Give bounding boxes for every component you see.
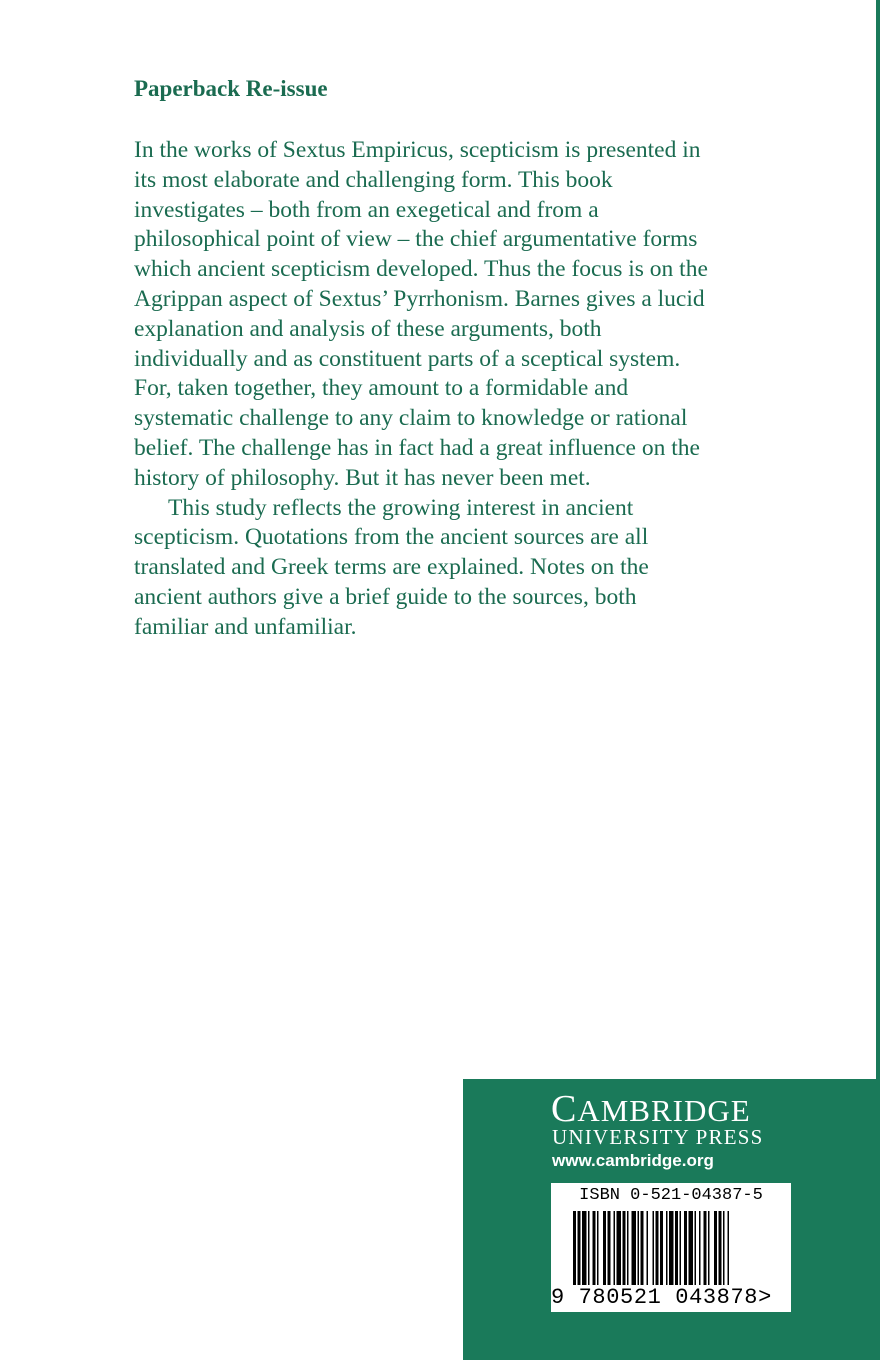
barcode-bar	[641, 1211, 644, 1285]
blurb-line: which ancient scepticism developed. Thus the focus is on the	[134, 256, 708, 283]
barcode-bar	[708, 1211, 710, 1285]
barcode-bar	[623, 1211, 626, 1285]
barcode-bar	[578, 1211, 581, 1285]
barcode-bar	[695, 1211, 697, 1285]
publisher-panel	[463, 1079, 880, 1360]
barcode-bar	[704, 1211, 707, 1285]
publisher-initial: C	[551, 1088, 578, 1130]
barcode-bar	[660, 1211, 663, 1285]
ean-number	[551, 1285, 791, 1310]
barcode-bar	[728, 1211, 730, 1285]
blurb-line: translated and Greek terms are explained. Notes on the	[134, 554, 649, 581]
barcode-bars	[573, 1211, 773, 1285]
blurb-line: For, taken together, they amount to a formidable and	[134, 375, 629, 402]
barcode-box	[551, 1183, 791, 1312]
blurb-line: philosophical point of view – the chief argumentative forms	[134, 226, 698, 253]
barcode-bar	[617, 1211, 622, 1285]
barcode-bar	[614, 1211, 616, 1285]
blurb-line: scepticism. Quotations from the ancient sources are all	[134, 524, 649, 551]
barcode-bar	[603, 1211, 606, 1285]
blurb-line: explanation and analysis of these arguments, both	[134, 315, 602, 342]
blurb-line: investigates – both from an exegetical and from a	[134, 196, 599, 223]
section-heading: Paperback Re-issue	[134, 76, 328, 101]
barcode-bar	[719, 1211, 722, 1285]
barcode-bar	[647, 1211, 649, 1285]
ean-group-left: 780521	[578, 1285, 662, 1310]
barcode-bar	[666, 1211, 668, 1285]
blurb-text	[134, 136, 774, 643]
barcode-bar	[675, 1211, 678, 1285]
barcode-bar	[699, 1211, 701, 1285]
barcode-bar	[627, 1211, 629, 1285]
barcode-bar	[684, 1211, 687, 1285]
ean-first-digit: 9	[551, 1285, 565, 1310]
isbn-label: ISBN 0-521-04387-5	[579, 1186, 763, 1205]
blurb-line: familiar and unfamiliar.	[134, 613, 357, 640]
barcode-bar	[593, 1211, 596, 1285]
barcode-bar	[608, 1211, 611, 1285]
barcode-bar	[669, 1211, 674, 1285]
blurb-line: history of philosophy. But it has never been met.	[134, 464, 591, 491]
barcode-bar	[597, 1211, 599, 1285]
blurb-line: In the works of Sextus Empiricus, scepticism is presented in	[134, 137, 701, 163]
blurb-line: individually and as constituent parts of a sceptical system.	[134, 345, 681, 372]
publisher-subtitle: UNIVERSITY PRESS	[552, 1125, 764, 1149]
barcode-bar	[638, 1211, 640, 1285]
barcode-bar	[632, 1211, 637, 1285]
barcode-bar	[588, 1211, 590, 1285]
barcode-bar	[723, 1211, 725, 1285]
blurb-line: This study reflects the growing interest in ancient	[168, 494, 634, 521]
ean-group-right: 043878	[675, 1285, 759, 1310]
blurb-line: belief. The challenge has in fact had a great influence on the	[134, 434, 700, 461]
blurb-line: systematic challenge to any claim to knowledge or rational	[134, 405, 688, 432]
publisher-name-rest: AMBRIDGE	[577, 1093, 751, 1128]
barcode-bar	[714, 1211, 717, 1285]
barcode-bar	[680, 1211, 682, 1285]
ean-end-mark: >	[758, 1285, 772, 1310]
blurb-line: its most elaborate and challenging form. This book	[134, 166, 613, 193]
publisher-url: www.cambridge.org	[552, 1151, 714, 1170]
barcode-bar	[689, 1211, 694, 1285]
barcode-bar	[582, 1211, 587, 1285]
blurb-line: ancient authors give a brief guide to the sources, both	[134, 583, 637, 610]
barcode-bar	[653, 1211, 655, 1285]
barcode-bar	[573, 1211, 576, 1285]
barcode-bar	[656, 1211, 659, 1285]
blurb-line: Agrippan aspect of Sextus’ Pyrrhonism. Barnes gives a lucid	[134, 285, 705, 312]
